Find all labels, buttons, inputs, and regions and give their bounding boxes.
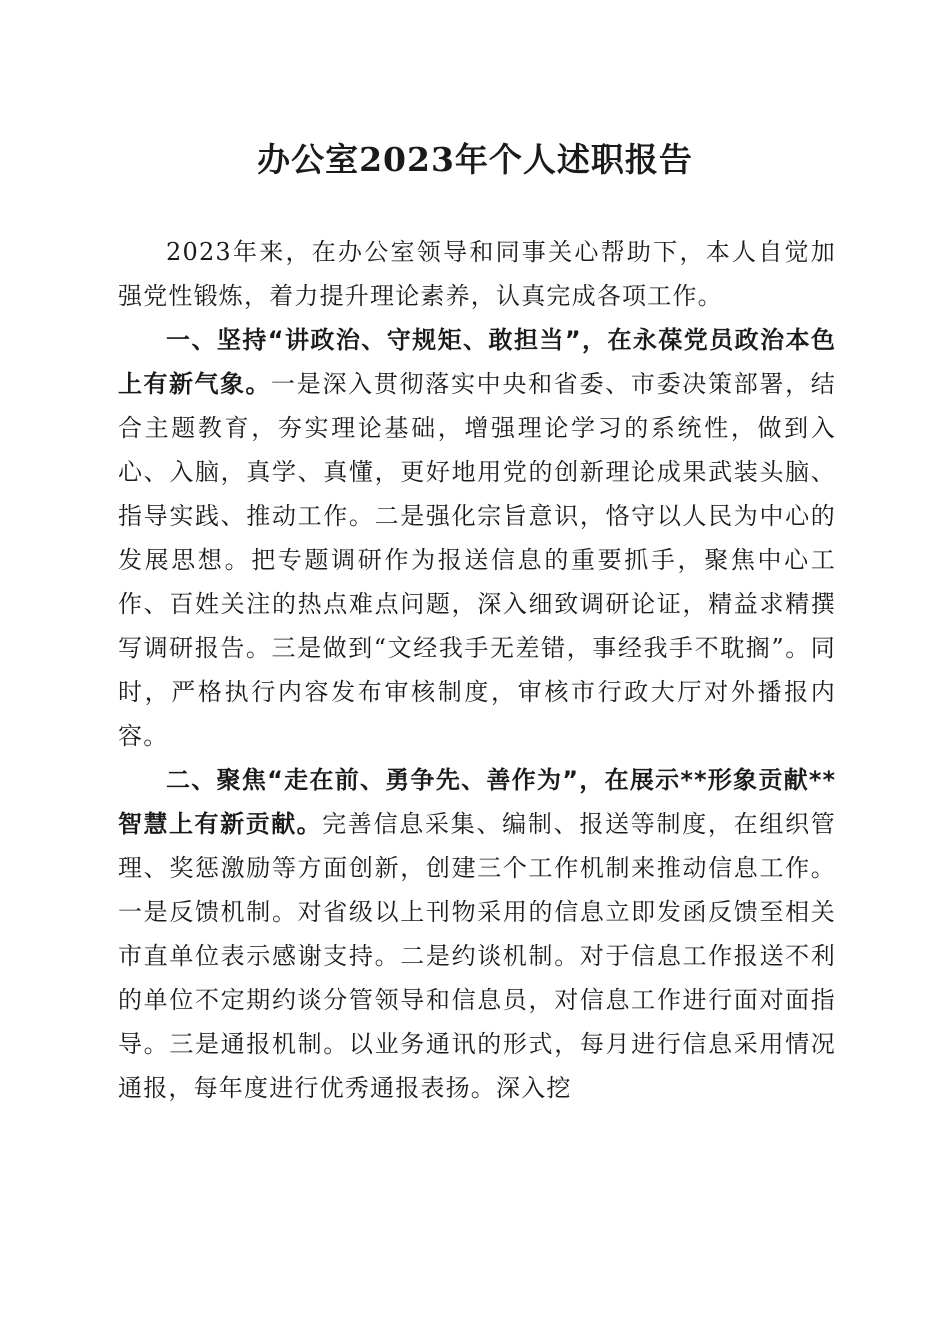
section-paragraph-2 [118,758,836,1110]
section-heading-2: 二、聚焦“走在前、勇争先、善作为”，在展示**形象贡献**智慧上有新贡献。 [118,766,836,838]
document-title: 办公室2023年个人述职报告 [257,140,693,179]
intro-paragraph: 2023年来，在办公室领导和同事关心帮助下，本人自觉加强党性锻炼，着力提升理论素养，认真完成各项工作。 [118,238,836,310]
section-body-1: 一是深入贯彻落实中央和省委、市委决策部署，结合主题教育，夯实理论基础，增强理论学习的系统性，做到入心、入脑，真学、真懂，更好地用党的创新理论成果武装头脑、指导实践、推动工作。二是强化宗旨意识，恪守以人民为中心的发展思想。把专题调研作为报送信息的重要抓手，聚焦中心工作、百姓关注的热点难点问题，深入细致调研论证，精益求精撰写调研报告。三是做到“文经我手无差错，事经我手不耽搁”。同时，严格执行内容发布审核制度，审核市行政大厅对外播报内容。 [118,370,837,750]
section-heading-1: 一、坚持“讲政治、守规矩、敢担当”，在永葆党员政治本色上有新气象。 [118,326,836,398]
section-paragraph-1 [118,318,836,758]
section-body-2: 完善信息采集、编制、报送等制度，在组织管理、奖惩激励等方面创新，创建三个工作机制来推动信息工作。一是反馈机制。对省级以上刊物采用的信息立即发函反馈至相关市直单位表示感谢支持。二是约谈机制。对于信息工作报送不利的单位不定期约谈分管领导和信息员，对信息工作进行面对面指导。三是通报机制。以业务通讯的形式，每月进行信息采用情况通报，每年度进行优秀通报表扬。深入挖 [118,810,837,1102]
document-body [118,230,836,1110]
